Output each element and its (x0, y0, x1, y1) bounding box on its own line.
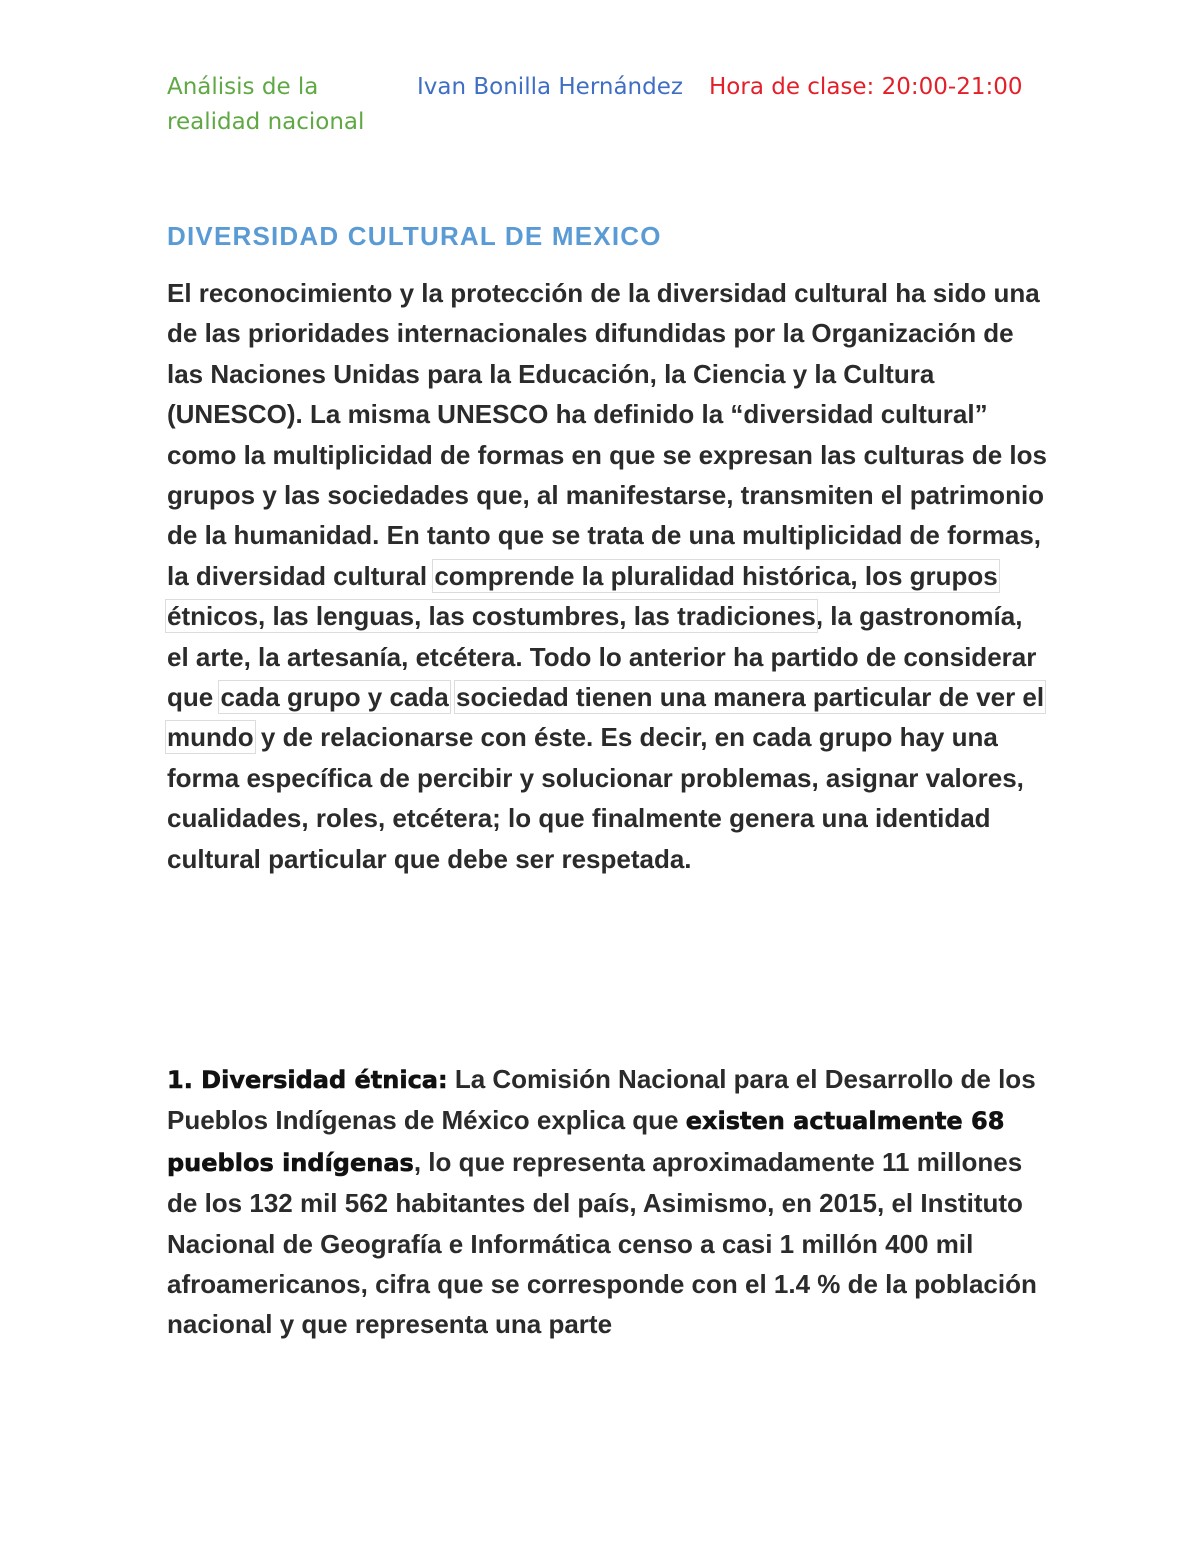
intro-text-start: El reconocimiento y la protección de la diversidad cultural ha sido una de las prioridades internacionales difundidas por la Organización de las Naciones Unidas para la Educación, la Ciencia y la Cultura (UNESCO). La misma UNESCO ha definido la “diversidad cultural” como la multiplicidad de formas en que se expresan las culturas de los grupos y las sociedades que, al manifestarse, transmiten el patrimonio de la humanidad. En tanto que se trata de una multiplicidad de formas, la diversidad cultural (167, 278, 1047, 591)
section-heading-ethnic-diversity: 1. Diversidad étnica: (167, 1066, 448, 1094)
highlighted-phrase-cada-grupo: cada grupo y cada (220, 682, 449, 713)
highlighted-phrase-etnicos: étnicos, las lenguas, las costumbres, las tradiciones (167, 601, 816, 632)
intro-paragraph (167, 273, 1047, 879)
header-author: Ivan Bonilla Hernández (417, 74, 683, 100)
header-subject: Análisis de la realidad nacional (167, 74, 365, 135)
document-title: DIVERSIDAD CULTURAL DE MEXICO (167, 221, 662, 251)
intro-text-middle: , la gastronomía, el arte, la artesanía, etcétera. Todo lo anterior ha partido de considerar que (167, 601, 1037, 713)
intro-text-end: y de relacionarse con éste. Es decir, en cada grupo hay una forma específica de percibir y solucionar problemas, asignar valores, cualidades, roles, etcétera; lo que finalmente genera una identidad cultural particular que debe ser respetada. (167, 722, 1024, 874)
highlighted-phrase-sociedad: sociedad tienen una manera particular de ver el mundo (167, 682, 1045, 753)
header-class-time: Hora de clase: 20:00-21:00 (709, 74, 1023, 100)
ethnic-diversity-paragraph (167, 1059, 1047, 1345)
emphasis-indigenous-peoples: existen actualmente 68 pueblos indígenas (167, 1107, 1005, 1177)
ethnic-text-end: , lo que representa aproximadamente 11 millones de los 132 mil 562 habitantes del país, Asimismo, en 2015, el Instituto Nacional de Geografía e Informática censo a casi 1 millón 400 mil afroamericanos, cifra que se corresponde con el 1.4 % de la población nacional y que representa una parte (167, 1146, 1037, 1340)
ethnic-text-start: La Comisión Nacional para el Desarrollo de los Pueblos Indígenas de México explica que (167, 1064, 1036, 1136)
highlighted-phrase-pluralidad: comprende la pluralidad histórica, los grupos (434, 560, 998, 591)
